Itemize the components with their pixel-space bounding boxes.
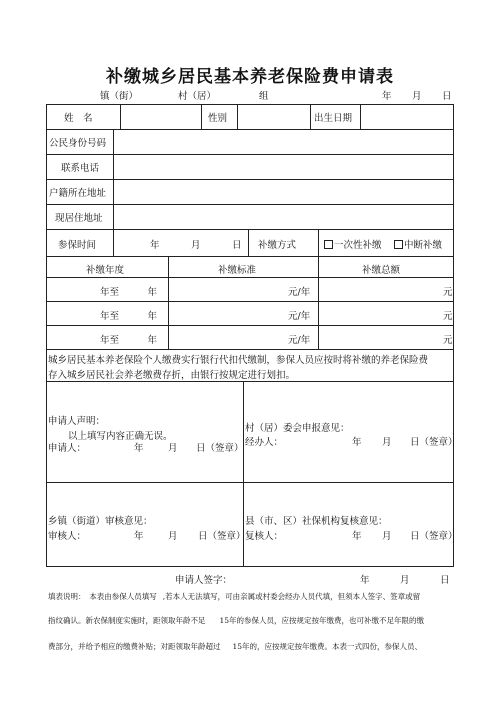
- page-title: 补缴城乡居民基本养老保险费申请表: [106, 67, 394, 87]
- header-month: 月: [412, 91, 422, 102]
- note-line: 指纹确认。新农保制度实施时，距领取年龄不足 15年的参保人员，应按规定按年缴费，也可补缴不足年限的缴: [48, 616, 425, 625]
- insured-year: 年: [150, 240, 160, 251]
- village-handler: 经办人：: [245, 437, 284, 448]
- insured-month: 月: [191, 240, 201, 251]
- header-year: 年: [382, 91, 392, 102]
- village-month: 月: [382, 437, 392, 448]
- label-current-address: 现居住地址: [55, 213, 103, 224]
- lump-sum-checkbox[interactable]: [324, 237, 382, 251]
- pay-row-standard: 元/年: [288, 335, 311, 346]
- note-line: 费部分，并给予相应的缴费补贴；对距领取年龄超过 15年的，应按规定按年缴费。本表一式四份，参保人员、: [48, 642, 423, 651]
- id-number-field[interactable]: [114, 130, 452, 153]
- interrupted-label: 中断补缴: [404, 240, 443, 251]
- label-phone: 联系电话: [61, 163, 100, 174]
- label-birthdate: 出生日期: [314, 113, 353, 124]
- phone-field[interactable]: [114, 155, 452, 178]
- name-field[interactable]: [121, 105, 200, 128]
- township-opinion-title: 乡镇（街道）审核意见：: [48, 516, 153, 527]
- signature-year: 年: [360, 575, 370, 586]
- checkbox-icon: [324, 240, 333, 249]
- applicant-day: 日（签章）: [196, 443, 244, 454]
- col-header-total: 补缴总额: [362, 265, 401, 276]
- header-group: 组: [259, 91, 269, 102]
- col-header-year: 补缴年度: [86, 265, 125, 276]
- village-day: 日（签章）: [410, 437, 458, 448]
- pay-row-standard: 元/年: [288, 287, 311, 298]
- birthdate-field[interactable]: [361, 105, 452, 128]
- label-name: 姓 名: [64, 113, 93, 124]
- pay-row-range: 年至 年: [100, 287, 158, 298]
- label-gender: 性别: [208, 113, 228, 124]
- header-village: 村（居）: [178, 91, 217, 102]
- county-day: 日（签章）: [410, 531, 458, 542]
- checkbox-icon: [394, 240, 403, 249]
- note-line: 填表说明： 本表由参保人员填写 ,若本人无法填写，可由亲属或村委会经办人员代填，但须本人签字、签章或留: [48, 592, 421, 601]
- pay-row-standard: 元/年: [288, 311, 311, 322]
- township-year: 年: [134, 531, 144, 542]
- header-town: 镇（街）: [100, 91, 139, 102]
- applicant-signer: 申请人：: [48, 443, 87, 454]
- township-reviewer: 审核人：: [48, 531, 87, 542]
- notice-line: 城乡居民基本养老保险个人缴费实行银行代扣代缴制，参保人员应按时将补缴的养老保险费: [48, 355, 429, 366]
- applicant-month: 月: [168, 443, 178, 454]
- col-header-standard: 补缴标准: [218, 265, 257, 276]
- applicant-statement: 以上填写内容正确无误。: [68, 431, 173, 442]
- county-opinion-title: 县（市、区）社保机构复核意见：: [245, 516, 388, 527]
- gender-field[interactable]: [238, 105, 309, 128]
- applicant-statement-title: 申请人声明：: [48, 416, 106, 427]
- label-insured-time: 参保时间: [58, 240, 97, 251]
- lump-sum-label: 一次性补缴: [334, 240, 382, 251]
- village-year: 年: [352, 437, 362, 448]
- applicant-year: 年: [134, 443, 144, 454]
- pay-row-total: 元: [443, 335, 453, 346]
- label-hukou-address: 户籍所在地址: [49, 188, 107, 199]
- label-payment-method: 补缴方式: [258, 240, 297, 251]
- interrupted-checkbox[interactable]: [394, 237, 442, 251]
- insured-day: 日: [232, 240, 242, 251]
- signature-day: 日: [440, 575, 450, 586]
- county-year: 年: [352, 531, 362, 542]
- pay-row-range: 年至 年: [100, 311, 158, 322]
- hukou-address-field[interactable]: [114, 180, 452, 203]
- pay-row-total: 元: [443, 287, 453, 298]
- township-month: 月: [168, 531, 178, 542]
- label-id-number: 公民身份号码: [49, 138, 107, 149]
- township-day: 日（签章）: [198, 531, 246, 542]
- current-address-field[interactable]: [114, 205, 452, 228]
- county-month: 月: [382, 531, 392, 542]
- pay-row-range: 年至 年: [100, 335, 158, 346]
- pay-row-total: 元: [443, 311, 453, 322]
- header-day: 日: [442, 91, 452, 102]
- signature-month: 月: [400, 575, 410, 586]
- county-reviewer: 复核人：: [245, 531, 284, 542]
- notice-line: 存入城乡居民社会养老缴费存折，由银行按规定进行划扣。: [48, 370, 296, 381]
- signature-label: 申请人签字：: [175, 575, 233, 586]
- village-opinion-title: 村（居）委会申报意见：: [245, 423, 350, 434]
